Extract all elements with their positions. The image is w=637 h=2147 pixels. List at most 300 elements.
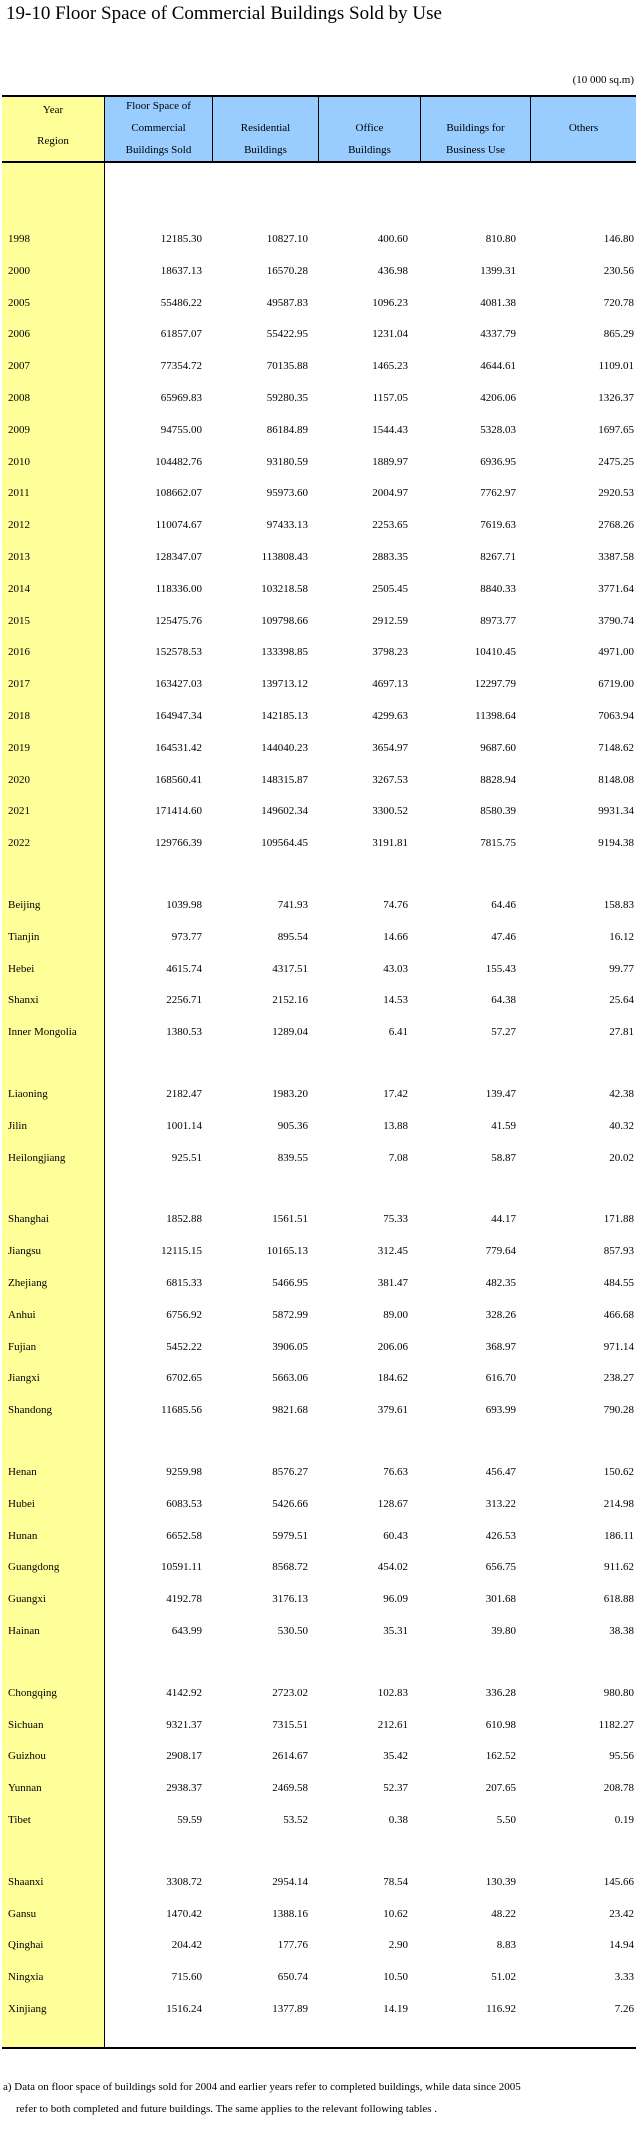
table-cell: 47.46	[491, 931, 516, 943]
table-cell: 164947.34	[155, 710, 202, 722]
table-cell: 164531.42	[155, 742, 202, 754]
table-cell: 7762.97	[480, 487, 516, 499]
row-label: Beijing	[8, 899, 41, 911]
table-cell: 95.56	[609, 1750, 634, 1762]
table-cell: 10591.11	[161, 1561, 202, 1573]
table-cell: 3790.74	[598, 615, 634, 627]
table-cell: 715.60	[171, 1971, 202, 1983]
row-label: Hainan	[8, 1625, 40, 1637]
table-cell: 129766.39	[155, 837, 202, 849]
row-label: Inner Mongolia	[8, 1026, 77, 1038]
row-label: Shandong	[8, 1404, 52, 1416]
row-label: Ningxia	[8, 1971, 44, 1983]
row-label: Liaoning	[8, 1088, 48, 1100]
header-line: Others	[568, 122, 599, 134]
table-cell: 109564.45	[261, 837, 308, 849]
table-cell: 152578.53	[155, 646, 202, 658]
table-cell: 6083.53	[166, 1498, 202, 1510]
table-cell: 454.02	[377, 1561, 408, 1573]
table-cell: 1470.42	[166, 1908, 202, 1920]
table-cell: 456.47	[485, 1466, 516, 1478]
table-cell: 2908.17	[166, 1750, 202, 1762]
table-cell: 95973.60	[266, 487, 308, 499]
table-cell: 35.42	[383, 1750, 408, 1762]
table-cell: 905.36	[277, 1120, 308, 1132]
row-label: Jiangxi	[8, 1372, 40, 1384]
table-cell: 65969.83	[160, 392, 202, 404]
table-cell: 790.28	[603, 1404, 634, 1416]
table-cell: 4317.51	[272, 963, 308, 975]
row-label: 2021	[8, 805, 30, 817]
table-cell: 0.38	[388, 1814, 408, 1826]
table-cell: 207.65	[485, 1782, 516, 1794]
table-cell: 2256.71	[166, 994, 202, 1006]
row-label: 2007	[8, 360, 30, 372]
table-cell: 14.66	[383, 931, 408, 943]
table-cell: 48.22	[491, 1908, 516, 1920]
table-cell: 3308.72	[166, 1876, 202, 1888]
table-cell: 1544.43	[372, 424, 408, 436]
table-cell: 8580.39	[480, 805, 516, 817]
footnote-line-2: refer to both completed and future buildings. The same applies to the relevant following tables .	[16, 2103, 438, 2115]
row-label: Jilin	[8, 1120, 27, 1132]
row-label: Guangxi	[8, 1593, 46, 1605]
row-label: 2015	[8, 615, 30, 627]
table-cell: 16570.28	[266, 265, 308, 277]
table-cell: 145.66	[603, 1876, 634, 1888]
table-cell: 1377.89	[272, 2003, 308, 2015]
table-cell: 171.88	[603, 1213, 634, 1225]
table-cell: 8148.08	[598, 774, 634, 786]
table-cell: 25.64	[609, 994, 634, 1006]
table-cell: 3.33	[614, 1971, 634, 1983]
table-cell: 128347.07	[155, 551, 202, 563]
table-title: 19-10 Floor Space of Commercial Buildings Sold by Use	[6, 3, 442, 24]
table-cell: 40.32	[609, 1120, 634, 1132]
table-cell: 7148.62	[598, 742, 634, 754]
table-cell: 6756.92	[166, 1309, 202, 1321]
row-label: 2020	[8, 774, 30, 786]
table-cell: 86184.89	[266, 424, 308, 436]
table-cell: 2475.25	[598, 456, 634, 468]
table-cell: 925.51	[171, 1152, 202, 1164]
table-cell: 109798.66	[261, 615, 308, 627]
table-cell: 64.46	[491, 899, 516, 911]
table-cell: 41.59	[491, 1120, 516, 1132]
header-line: Buildings for	[446, 122, 505, 134]
header-line: Buildings	[348, 144, 391, 156]
row-label: 2000	[8, 265, 30, 277]
table-cell: 238.27	[603, 1372, 634, 1384]
row-label: 2009	[8, 424, 30, 436]
header-stub-year: Year	[42, 104, 64, 116]
stub-divider	[104, 95, 105, 2049]
table-cell: 381.47	[377, 1277, 408, 1289]
table-cell: 6702.65	[166, 1372, 202, 1384]
table-cell: 643.99	[171, 1625, 202, 1637]
table-cell: 1516.24	[166, 2003, 202, 2015]
row-label: 2014	[8, 583, 30, 595]
row-label: 2017	[8, 678, 30, 690]
table-cell: 650.74	[277, 1971, 308, 1983]
table-cell: 336.28	[485, 1687, 516, 1699]
table-cell: 7619.63	[480, 519, 516, 531]
footnote-line-1: a) Data on floor space of buildings sold for 2004 and earlier years refer to completed buildings, while data since 2005	[3, 2081, 521, 2093]
table-cell: 400.60	[377, 233, 408, 245]
table-cell: 1465.23	[372, 360, 408, 372]
table-cell: 2920.53	[598, 487, 634, 499]
table-cell: 14.53	[383, 994, 408, 1006]
row-label: Fujian	[8, 1341, 37, 1353]
table-cell: 857.93	[603, 1245, 634, 1257]
row-label: Hubei	[8, 1498, 35, 1510]
table-cell: 75.33	[383, 1213, 408, 1225]
row-label: 2005	[8, 297, 30, 309]
table-cell: 12115.15	[161, 1245, 202, 1257]
table-cell: 42.38	[609, 1088, 634, 1100]
table-cell: 118336.00	[155, 583, 202, 595]
table-cell: 5452.22	[166, 1341, 202, 1353]
row-label: Sichuan	[8, 1719, 44, 1731]
table-cell: 2182.47	[166, 1088, 202, 1100]
row-label: 2011	[8, 487, 30, 499]
table-cell: 482.35	[485, 1277, 516, 1289]
table-cell: 2469.58	[272, 1782, 308, 1794]
table-cell: 10165.13	[266, 1245, 308, 1257]
table-cell: 51.02	[491, 1971, 516, 1983]
table-cell: 973.77	[171, 931, 202, 943]
row-label: Tianjin	[8, 931, 40, 943]
table-cell: 4644.61	[480, 360, 516, 372]
table-cell: 49587.83	[266, 297, 308, 309]
table-cell: 9821.68	[272, 1404, 308, 1416]
header-stub-region: Region	[37, 135, 69, 147]
table-cell: 27.81	[609, 1026, 634, 1038]
table-cell: 149602.34	[261, 805, 308, 817]
table-cell: 59.59	[177, 1814, 202, 1826]
table-cell: 436.98	[377, 265, 408, 277]
table-cell: 839.55	[277, 1152, 308, 1164]
table-cell: 3300.52	[372, 805, 408, 817]
table-cell: 108662.07	[155, 487, 202, 499]
row-label: Henan	[8, 1466, 37, 1478]
table-cell: 8.83	[496, 1939, 516, 1951]
table-cell: 148315.87	[261, 774, 308, 786]
table-cell: 3176.13	[272, 1593, 308, 1605]
table-cell: 301.68	[485, 1593, 516, 1605]
table-cell: 78.54	[383, 1876, 408, 1888]
table-cell: 10.50	[383, 1971, 408, 1983]
table-cell: 1182.27	[598, 1719, 634, 1731]
table-cell: 163427.03	[155, 678, 202, 690]
table-cell: 76.63	[383, 1466, 408, 1478]
table-cell: 10827.10	[266, 233, 308, 245]
row-label: Hebei	[8, 963, 35, 975]
table-cell: 103218.58	[261, 583, 308, 595]
table-cell: 1001.14	[166, 1120, 202, 1132]
table-cell: 4206.06	[480, 392, 516, 404]
table-cell: 57.27	[491, 1026, 516, 1038]
table-cell: 2768.26	[598, 519, 634, 531]
table-cell: 74.76	[383, 899, 408, 911]
header-line: Residential	[240, 122, 291, 134]
table-cell: 11685.56	[161, 1404, 202, 1416]
table-cell: 7815.75	[480, 837, 516, 849]
row-label: Qinghai	[8, 1939, 44, 1951]
table-cell: 3267.53	[372, 774, 408, 786]
table-cell: 328.26	[485, 1309, 516, 1321]
table-cell: 206.06	[377, 1341, 408, 1353]
table-cell: 4192.78	[166, 1593, 202, 1605]
header-line: Buildings Sold	[125, 144, 192, 156]
table-cell: 125475.76	[155, 615, 202, 627]
table-cell: 89.00	[383, 1309, 408, 1321]
table-cell: 4697.13	[372, 678, 408, 690]
table-cell: 23.42	[609, 1908, 634, 1920]
table-cell: 1889.97	[372, 456, 408, 468]
table-cell: 139713.12	[261, 678, 308, 690]
row-label: Guangdong	[8, 1561, 60, 1573]
row-label: Anhui	[8, 1309, 36, 1321]
table-cell: 5426.66	[272, 1498, 308, 1510]
table-cell: 530.50	[277, 1625, 308, 1637]
table-cell: 2883.35	[372, 551, 408, 563]
table-cell: 7315.51	[272, 1719, 308, 1731]
table-cell: 466.68	[603, 1309, 634, 1321]
row-label: 2013	[8, 551, 30, 563]
header-line: Commercial	[131, 122, 186, 134]
table-cell: 1388.16	[272, 1908, 308, 1920]
table-cell: 77354.72	[160, 360, 202, 372]
table-cell: 9321.37	[166, 1719, 202, 1731]
header-line: Floor Space of	[126, 100, 191, 112]
table-cell: 693.99	[485, 1404, 516, 1416]
table-cell: 911.62	[604, 1561, 634, 1573]
table-cell: 7063.94	[598, 710, 634, 722]
table-cell: 865.29	[603, 328, 634, 340]
table-cell: 44.17	[491, 1213, 516, 1225]
table-cell: 12185.30	[160, 233, 202, 245]
row-label: 1998	[8, 233, 30, 245]
row-label: Shanxi	[8, 994, 39, 1006]
table-cell: 6936.95	[480, 456, 516, 468]
table-cell: 55486.22	[160, 297, 202, 309]
table-cell: 158.83	[603, 899, 634, 911]
table-cell: 8267.71	[480, 551, 516, 563]
header-total-floor-space	[105, 95, 212, 161]
table-cell: 150.62	[603, 1466, 634, 1478]
table-cell: 5328.03	[480, 424, 516, 436]
row-label: 2022	[8, 837, 30, 849]
table-cell: 7.26	[614, 2003, 634, 2015]
table-cell: 2505.45	[372, 583, 408, 595]
table-cell: 230.56	[603, 265, 634, 277]
table-cell: 142185.13	[261, 710, 308, 722]
table-cell: 810.80	[485, 233, 516, 245]
table-cell: 2253.65	[372, 519, 408, 531]
table-cell: 9687.60	[480, 742, 516, 754]
table-cell: 212.61	[377, 1719, 408, 1731]
row-label: Zhejiang	[8, 1277, 48, 1289]
table-cell: 2954.14	[272, 1876, 308, 1888]
header-residential	[213, 117, 318, 161]
table-cell: 1326.37	[598, 392, 634, 404]
table-cell: 618.88	[603, 1593, 634, 1605]
table-cell: 214.98	[603, 1498, 634, 1510]
table-cell: 426.53	[485, 1530, 516, 1542]
table-cell: 5663.06	[272, 1372, 308, 1384]
table-cell: 0.19	[614, 1814, 634, 1826]
table-cell: 3771.64	[598, 583, 634, 595]
table-cell: 656.75	[485, 1561, 516, 1573]
row-label: Heilongjiang	[8, 1152, 66, 1164]
table-cell: 1380.53	[166, 1026, 202, 1038]
table-cell: 368.97	[485, 1341, 516, 1353]
table-cell: 1109.01	[598, 360, 634, 372]
table-cell: 6719.00	[598, 678, 634, 690]
header-stub	[2, 95, 104, 157]
row-label: 2008	[8, 392, 30, 404]
table-cell: 720.78	[603, 297, 634, 309]
table-cell: 2912.59	[372, 615, 408, 627]
row-label: Gansu	[8, 1908, 37, 1920]
header-line: Buildings	[244, 144, 287, 156]
table-cell: 4299.63	[372, 710, 408, 722]
row-label: 2018	[8, 710, 30, 722]
table-cell: 35.31	[383, 1625, 408, 1637]
table-cell: 4337.79	[480, 328, 516, 340]
table-cell: 2723.02	[272, 1687, 308, 1699]
table-cell: 17.42	[383, 1088, 408, 1100]
table-cell: 102.83	[377, 1687, 408, 1699]
row-label: Jiangsu	[8, 1245, 41, 1257]
table-cell: 379.61	[377, 1404, 408, 1416]
table-cell: 6652.58	[166, 1530, 202, 1542]
table-cell: 171414.60	[155, 805, 202, 817]
table-cell: 94755.00	[160, 424, 202, 436]
table-cell: 110074.67	[155, 519, 202, 531]
table-cell: 3191.81	[372, 837, 408, 849]
data-table	[2, 95, 636, 2049]
table-cell: 1231.04	[372, 328, 408, 340]
table-cell: 12297.79	[474, 678, 516, 690]
table-bottom-rule	[2, 2047, 636, 2049]
table-cell: 64.38	[491, 994, 516, 1006]
row-label: Yunnan	[8, 1782, 42, 1794]
row-label: Shanghai	[8, 1213, 49, 1225]
table-cell: 113808.43	[261, 551, 308, 563]
table-cell: 1983.20	[272, 1088, 308, 1100]
table-cell: 2004.97	[372, 487, 408, 499]
table-cell: 5979.51	[272, 1530, 308, 1542]
table-cell: 610.98	[485, 1719, 516, 1731]
table-cell: 4971.00	[598, 646, 634, 658]
header-others	[531, 117, 636, 139]
table-cell: 133398.85	[261, 646, 308, 658]
table-cell: 168560.41	[155, 774, 202, 786]
table-cell: 146.80	[603, 233, 634, 245]
table-cell: 7.08	[388, 1152, 408, 1164]
table-cell: 144040.23	[261, 742, 308, 754]
table-cell: 3906.05	[272, 1341, 308, 1353]
table-cell: 99.77	[609, 963, 634, 975]
table-cell: 895.54	[277, 931, 308, 943]
table-cell: 38.38	[609, 1625, 634, 1637]
table-cell: 1697.65	[598, 424, 634, 436]
table-cell: 53.52	[283, 1814, 308, 1826]
row-label: 2012	[8, 519, 30, 531]
table-cell: 6815.33	[166, 1277, 202, 1289]
header-bottom-rule	[2, 161, 636, 163]
table-cell: 10410.45	[474, 646, 516, 658]
table-cell: 96.09	[383, 1593, 408, 1605]
table-cell: 1289.04	[272, 1026, 308, 1038]
table-cell: 128.67	[377, 1498, 408, 1510]
table-cell: 104482.76	[155, 456, 202, 468]
table-cell: 59280.35	[266, 392, 308, 404]
table-cell: 1852.88	[166, 1213, 202, 1225]
table-cell: 8568.72	[272, 1561, 308, 1573]
table-cell: 2152.16	[272, 994, 308, 1006]
table-cell: 55422.95	[266, 328, 308, 340]
table-cell: 20.02	[609, 1152, 634, 1164]
table-cell: 312.45	[377, 1245, 408, 1257]
table-cell: 39.80	[491, 1625, 516, 1637]
table-cell: 116.92	[486, 2003, 516, 2015]
table-cell: 10.62	[383, 1908, 408, 1920]
table-cell: 616.70	[485, 1372, 516, 1384]
row-label: 2006	[8, 328, 30, 340]
table-cell: 3387.58	[598, 551, 634, 563]
table-cell: 5872.99	[272, 1309, 308, 1321]
table-cell: 313.22	[485, 1498, 516, 1510]
table-cell: 8840.33	[480, 583, 516, 595]
row-label: 2019	[8, 742, 30, 754]
table-cell: 60.43	[383, 1530, 408, 1542]
table-cell: 3798.23	[372, 646, 408, 658]
table-cell: 61857.07	[160, 328, 202, 340]
table-cell: 93180.59	[266, 456, 308, 468]
table-cell: 1561.51	[272, 1213, 308, 1225]
table-cell: 11398.64	[475, 710, 516, 722]
table-cell: 1096.23	[372, 297, 408, 309]
header-line: Office	[355, 122, 384, 134]
table-cell: 16.12	[609, 931, 634, 943]
table-cell: 971.14	[603, 1341, 634, 1353]
table-cell: 14.19	[383, 2003, 408, 2015]
table-cell: 980.80	[603, 1687, 634, 1699]
table-cell: 97433.13	[266, 519, 308, 531]
table-cell: 6.41	[388, 1026, 408, 1038]
table-cell: 484.55	[603, 1277, 634, 1289]
table-cell: 9194.38	[598, 837, 634, 849]
table-cell: 4142.92	[166, 1687, 202, 1699]
row-label: Tibet	[8, 1814, 31, 1826]
table-cell: 1039.98	[166, 899, 202, 911]
table-cell: 14.94	[609, 1939, 634, 1951]
row-label: Shaanxi	[8, 1876, 44, 1888]
row-label: 2010	[8, 456, 30, 468]
table-cell: 741.93	[277, 899, 308, 911]
table-cell: 177.76	[277, 1939, 308, 1951]
table-cell: 13.88	[383, 1120, 408, 1132]
table-cell: 186.11	[604, 1530, 634, 1542]
table-cell: 4081.38	[480, 297, 516, 309]
table-cell: 52.37	[383, 1782, 408, 1794]
row-label: Guizhou	[8, 1750, 46, 1762]
table-cell: 70135.88	[266, 360, 308, 372]
unit-label: (10 000 sq.m)	[572, 74, 634, 86]
